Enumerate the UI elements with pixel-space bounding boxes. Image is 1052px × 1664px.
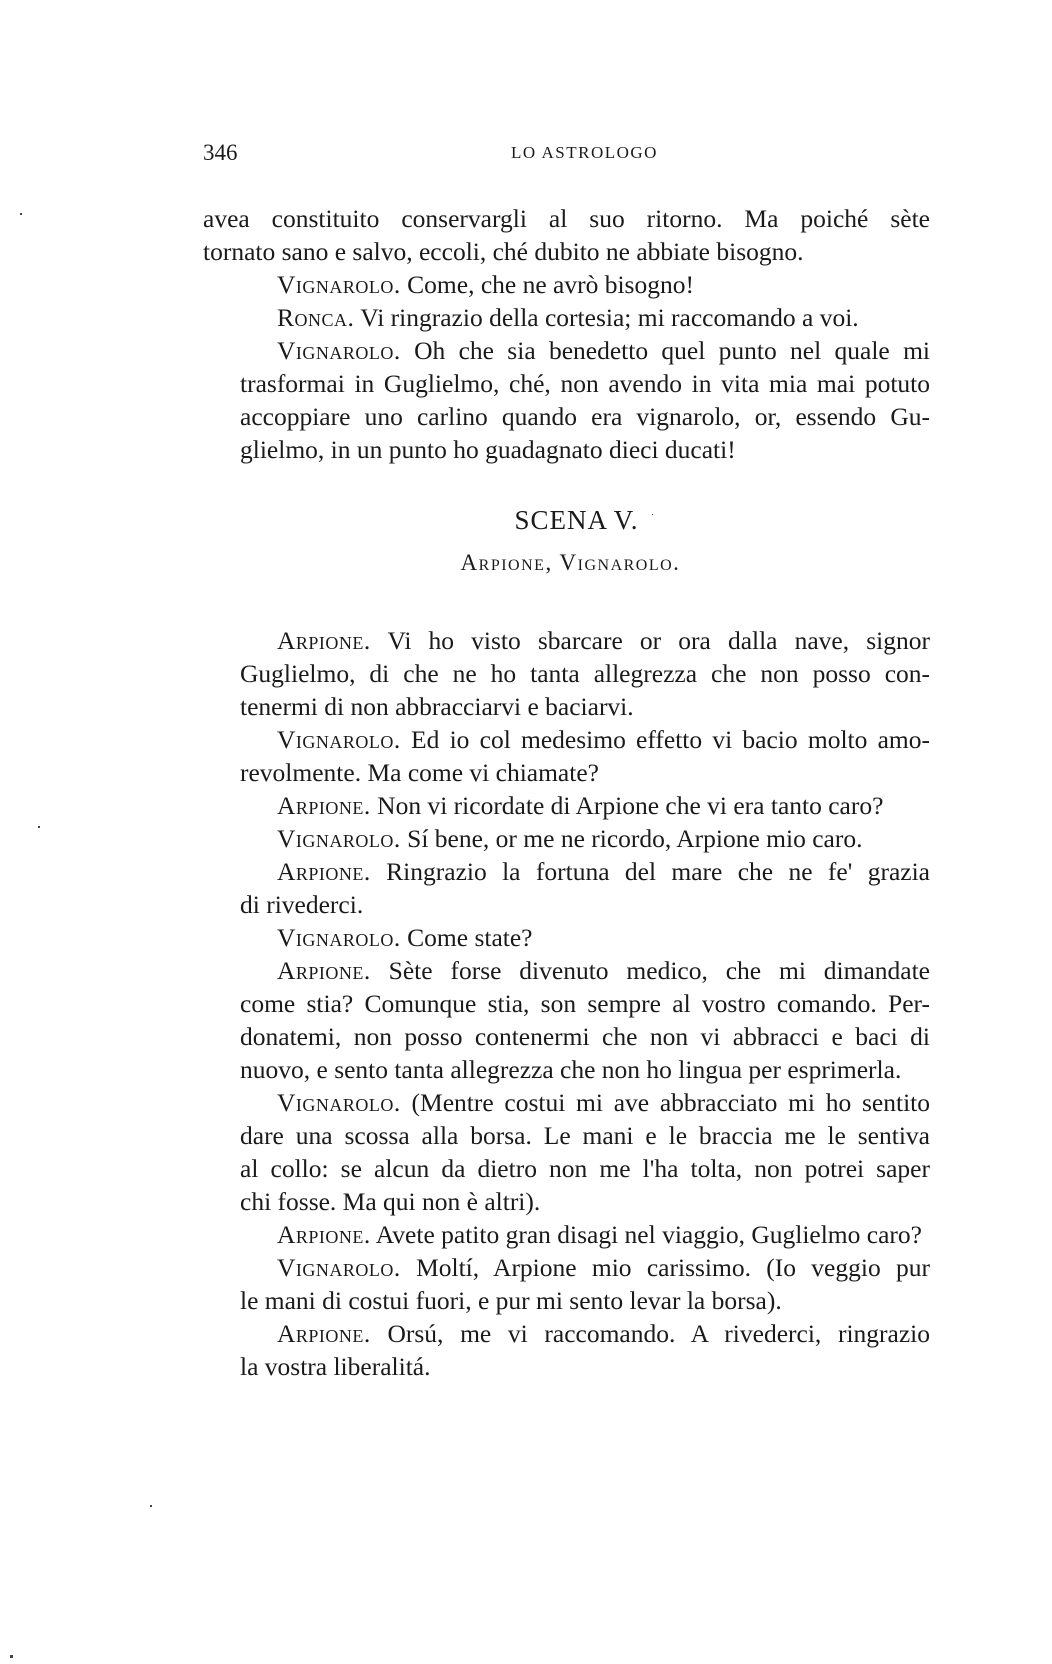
text-line — [203, 433, 930, 466]
text-line — [203, 789, 930, 822]
line-text: di rivederci. — [240, 890, 364, 919]
line-text: Avete patito gran disagi nel viaggio, Guglielmo caro? — [370, 1220, 922, 1249]
line-text: Come, che ne avrò bisogno! — [400, 270, 694, 299]
text-line — [203, 822, 930, 855]
scan-speck — [652, 514, 653, 515]
dialogue-paragraph — [203, 723, 930, 789]
text-line — [203, 954, 930, 987]
dialogue-paragraph — [203, 1251, 930, 1317]
scan-speck — [10, 1655, 13, 1658]
prose-paragraph — [203, 202, 930, 268]
text-line — [203, 1251, 930, 1284]
line-text: le mani di costui fuori, e pur mi sento levar la borsa). — [240, 1286, 782, 1315]
speaker-name: Arpione. — [277, 1220, 371, 1249]
speaker-name: Vignarolo. — [277, 824, 401, 853]
text-line — [203, 690, 930, 723]
text-line — [203, 1284, 930, 1317]
line-text: tornato sano e salvo, eccoli, ché dubito ne abbiate bisogno. — [203, 237, 804, 266]
text-line — [203, 1317, 930, 1350]
line-text: Sète forse divenuto medico, che mi dimandate — [370, 956, 930, 985]
scene-heading: SCENA V. — [514, 505, 639, 535]
text-line — [203, 921, 930, 954]
text-line — [203, 1350, 930, 1383]
text-line — [203, 202, 930, 235]
scene-characters: Arpione, Vignarolo. — [460, 550, 681, 575]
line-text: tenermi di non abbracciarvi e baciarvi. — [240, 692, 634, 721]
text-line — [203, 301, 930, 334]
text-line — [203, 624, 930, 657]
speaker-name: Arpione. — [277, 1319, 371, 1348]
text-line — [203, 334, 930, 367]
line-text: Oh che sia benedetto quel punto nel quale mi — [400, 336, 930, 365]
line-text: accoppiare uno carlino quando era vignarolo, or, essendo Gu- — [240, 402, 930, 431]
line-text: Moltí, Arpione mio carissimo. (Io veggio pur — [400, 1253, 930, 1282]
text-line — [203, 723, 930, 756]
text-line — [203, 888, 930, 921]
running-title: LO ASTROLOGO — [511, 143, 658, 162]
scan-speck — [20, 213, 22, 215]
dialogue-paragraph — [203, 822, 930, 855]
dialogue-paragraph — [203, 268, 930, 301]
speaker-name: Ronca. — [277, 303, 355, 332]
speaker-name: Vignarolo. — [277, 1253, 401, 1282]
dialogue-paragraph — [203, 855, 930, 921]
line-text: nuovo, e sento tanta allegrezza che non ho lingua per esprimerla. — [240, 1055, 902, 1084]
text-line — [203, 1020, 930, 1053]
line-text: (Mentre costui mi ave abbracciato mi ho sentito — [400, 1088, 930, 1117]
dialogue-paragraph — [203, 789, 930, 822]
dialogue-paragraph — [203, 1218, 930, 1251]
line-text: come stia? Comunque stia, son sempre al vostro comando. Per- — [240, 989, 930, 1018]
text-line — [203, 268, 930, 301]
line-text: glielmo, in un punto ho guadagnato dieci ducati! — [240, 435, 736, 464]
dialogue-paragraph — [203, 624, 930, 723]
text-block-scene-v — [203, 624, 930, 1383]
text-line — [203, 1152, 930, 1185]
text-block-before-scene — [203, 202, 930, 466]
text-line — [203, 1053, 930, 1086]
line-text: revolmente. Ma come vi chiamate? — [240, 758, 599, 787]
speaker-name: Arpione. — [277, 791, 371, 820]
line-text: al collo: se alcun da dietro non me l'ha tolta, non potrei saper — [240, 1154, 930, 1183]
speaker-name: Arpione. — [277, 626, 371, 655]
speaker-name: Vignarolo. — [277, 1088, 401, 1117]
text-line — [203, 756, 930, 789]
text-line — [203, 855, 930, 888]
running-head — [203, 140, 930, 172]
line-text: Sí bene, or me ne ricordo, Arpione mio caro. — [400, 824, 863, 853]
dialogue-paragraph — [203, 921, 930, 954]
speaker-name: Arpione. — [277, 956, 371, 985]
line-text: Vi ho visto sbarcare or ora dalla nave, signor — [370, 626, 930, 655]
text-line — [203, 987, 930, 1020]
speaker-name: Arpione. — [277, 857, 371, 886]
line-text: dare una scossa alla borsa. Le mani e le braccia me le sentiva — [240, 1121, 930, 1150]
speaker-name: Vignarolo. — [277, 270, 401, 299]
line-text: la vostra liberalitá. — [240, 1352, 431, 1381]
text-line — [203, 400, 930, 433]
line-text: Guglielmo, di che ne ho tanta allegrezza che non posso con- — [240, 659, 930, 688]
speaker-name: Vignarolo. — [277, 336, 401, 365]
dialogue-paragraph — [203, 954, 930, 1086]
line-text: Vi ringrazio della cortesia; mi raccomando a voi. — [354, 303, 859, 332]
text-line — [203, 1218, 930, 1251]
line-text: Non vi ricordate di Arpione che vi era tanto caro? — [370, 791, 884, 820]
line-text: Ringrazio la fortuna del mare che ne fe' grazia — [370, 857, 930, 886]
line-text: Orsú, me vi raccomando. A rivederci, ringrazio — [370, 1319, 930, 1348]
line-text: Ed io col medesimo effetto vi bacio molto amo- — [400, 725, 930, 754]
text-line — [203, 1119, 930, 1152]
scan-speck — [38, 826, 40, 828]
page-number: 346 — [203, 140, 238, 165]
dialogue-paragraph — [203, 1317, 930, 1383]
text-line — [203, 657, 930, 690]
text-line — [203, 235, 930, 268]
text-line — [203, 367, 930, 400]
dialogue-paragraph — [203, 1086, 930, 1218]
dialogue-paragraph — [203, 334, 930, 466]
scan-speck — [150, 1505, 152, 1507]
dialogue-paragraph — [203, 301, 930, 334]
line-text: chi fosse. Ma qui non è altri). — [240, 1187, 541, 1216]
line-text: trasformai in Guglielmo, ché, non avendo in vita mia mai potuto — [240, 369, 930, 398]
line-text: donatemi, non posso contenermi che non vi abbracci e baci di — [240, 1022, 930, 1051]
line-text: Come state? — [400, 923, 533, 952]
speaker-name: Vignarolo. — [277, 725, 401, 754]
speaker-name: Vignarolo. — [277, 923, 401, 952]
text-line — [203, 1185, 930, 1218]
line-text: avea constituito conservargli al suo ritorno. Ma poiché sète — [203, 204, 930, 233]
text-line — [203, 1086, 930, 1119]
